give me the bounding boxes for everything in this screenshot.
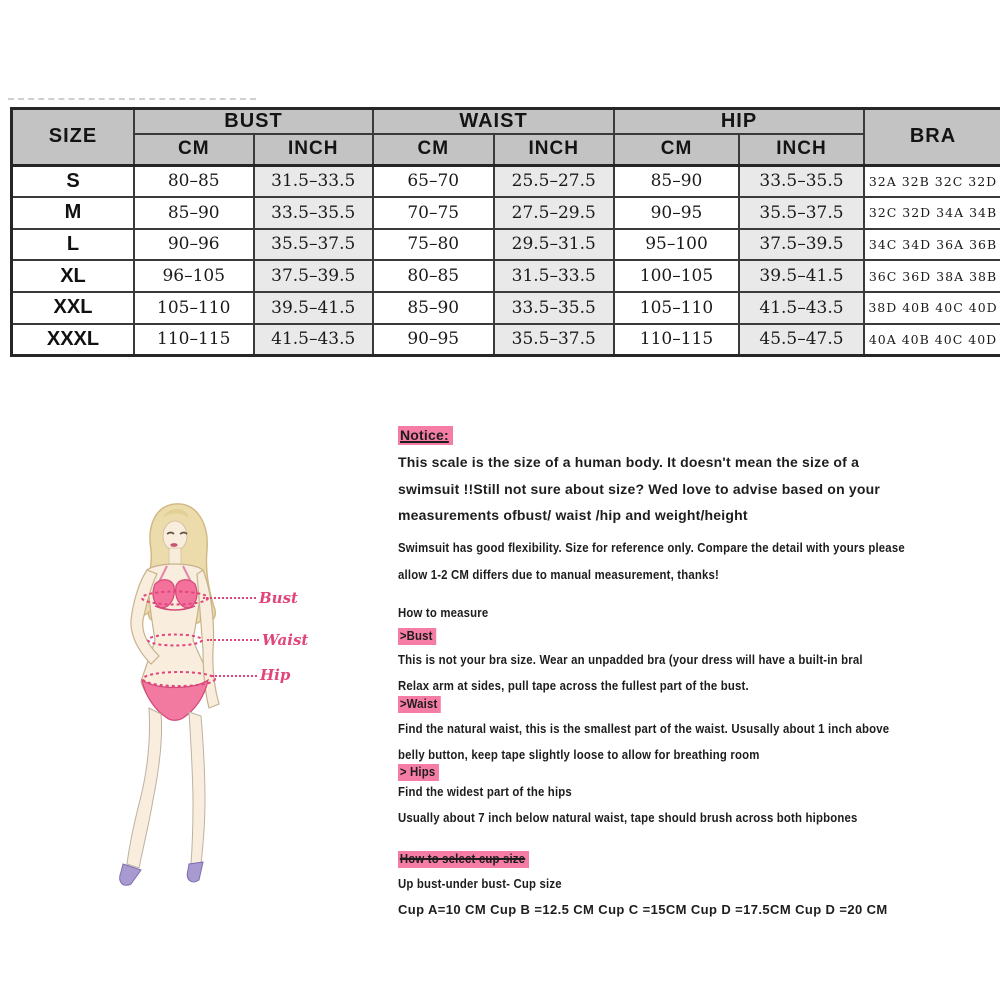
hip-connector-line xyxy=(212,675,257,677)
table-row xyxy=(12,197,1000,229)
hip-inch-value: 41.5–43.5 xyxy=(739,292,864,324)
header-waist-inch: INCH xyxy=(494,134,615,165)
table-row xyxy=(12,229,1000,261)
hip-cm-value: 90–95 xyxy=(614,197,739,229)
size-value: XL xyxy=(12,260,135,292)
bust-inch-value: 37.5–39.5 xyxy=(254,260,374,292)
table-row xyxy=(12,292,1000,324)
waist-cm-value: 65–70 xyxy=(373,165,494,197)
waist-line: belly button, keep tape slightly loose to allow for breathing room xyxy=(398,748,760,762)
header-waist: WAIST xyxy=(373,109,614,135)
header-waist-cm: CM xyxy=(373,134,494,165)
waist-heading-highlight: >Waist xyxy=(398,696,441,713)
notice-heading-highlight: Notice: xyxy=(398,426,453,445)
bust-cm-value: 110–115 xyxy=(134,324,254,356)
waist-connector-line xyxy=(207,639,259,641)
header-bust-inch: INCH xyxy=(254,134,374,165)
waist-cm-value: 85–90 xyxy=(373,292,494,324)
bra-value: 36C 36D 38A 38B xyxy=(864,260,1000,292)
notice-line: swimsuit !!Still not sure about size? Wed love to advise based on your xyxy=(398,481,881,497)
bust-cm-value: 85–90 xyxy=(134,197,254,229)
hip-cm-value: 95–100 xyxy=(614,229,739,261)
bust-heading-highlight: >Bust xyxy=(398,628,436,645)
size-value: L xyxy=(12,229,135,261)
waist-cm-value: 70–75 xyxy=(373,197,494,229)
bust-inch-value: 35.5–37.5 xyxy=(254,229,374,261)
cup-size-line: Up bust-under bust- Cup size xyxy=(398,877,562,891)
how-to-measure-title: How to measure xyxy=(398,606,489,620)
notice-heading xyxy=(398,427,453,443)
flexibility-line: Swimsuit has good flexibility. Size for reference only. Compare the detail with yours please xyxy=(398,541,905,555)
bust-inch-value: 33.5–35.5 xyxy=(254,197,374,229)
waist-heading xyxy=(398,697,441,711)
hips-line: Find the widest part of the hips xyxy=(398,785,572,799)
hip-cm-value: 105–110 xyxy=(614,292,739,324)
cup-size-line: Cup A=10 CM Cup B =12.5 CM Cup C =15CM Cup D =17.5CM Cup D =20 CM xyxy=(398,902,888,917)
woman-sketch-drawing xyxy=(95,498,335,898)
waist-inch-value: 29.5–31.5 xyxy=(494,229,615,261)
header-bra: BRA xyxy=(864,109,1000,166)
waist-cm-value: 90–95 xyxy=(373,324,494,356)
waist-inch-value: 31.5–33.5 xyxy=(494,260,615,292)
header-size: SIZE xyxy=(12,109,135,166)
cup-size-heading-highlight: How to select cup size xyxy=(398,851,529,868)
bra-value: 32C 32D 34A 34B xyxy=(864,197,1000,229)
waist-line: Find the natural waist, this is the smallest part of the waist. Ususally about 1 inch above xyxy=(398,722,890,736)
dashed-line-decoration xyxy=(8,98,256,100)
table-header-row xyxy=(12,109,1000,135)
size-value: M xyxy=(12,197,135,229)
size-value: S xyxy=(12,165,135,197)
hip-cm-value: 85–90 xyxy=(614,165,739,197)
size-value: XXXL xyxy=(12,324,135,356)
hips-heading-highlight: > Hips xyxy=(398,764,439,781)
bust-inch-value: 41.5–43.5 xyxy=(254,324,374,356)
flexibility-line: allow 1-2 CM differs due to manual measurement, thanks! xyxy=(398,568,720,582)
bust-inch-value: 31.5–33.5 xyxy=(254,165,374,197)
bra-value: 34C 34D 36A 36B xyxy=(864,229,1000,261)
notice-line: measurements ofbust/ waist /hip and weight/height xyxy=(398,507,748,523)
waist-cm-value: 75–80 xyxy=(373,229,494,261)
bust-connector-line xyxy=(203,597,256,599)
hip-inch-value: 33.5–35.5 xyxy=(739,165,864,197)
table-row xyxy=(12,260,1000,292)
bust-line: This is not your bra size. Wear an unpadded bra (your dress will have a built-in bral xyxy=(398,653,863,667)
waist-cm-value: 80–85 xyxy=(373,260,494,292)
hip-inch-value: 35.5–37.5 xyxy=(739,197,864,229)
table-subheader-row xyxy=(12,134,1000,165)
bra-value: 38D 40B 40C 40D xyxy=(864,292,1000,324)
notice-line: This scale is the size of a human body. It doesn't mean the size of a xyxy=(398,454,860,470)
hip-inch-value: 39.5–41.5 xyxy=(739,260,864,292)
bust-cm-value: 80–85 xyxy=(134,165,254,197)
table-row xyxy=(12,165,1000,197)
header-bust-cm: CM xyxy=(134,134,254,165)
size-chart-table xyxy=(10,107,1000,357)
bust-heading xyxy=(398,629,436,643)
hip-cm-value: 110–115 xyxy=(614,324,739,356)
header-hip-cm: CM xyxy=(614,134,739,165)
bra-value: 40A 40B 40C 40D xyxy=(864,324,1000,356)
waist-inch-value: 25.5–27.5 xyxy=(494,165,615,197)
header-hip-inch: INCH xyxy=(739,134,864,165)
hip-label: Hip xyxy=(260,666,291,684)
bust-cm-value: 105–110 xyxy=(134,292,254,324)
bust-label: Bust xyxy=(259,589,298,607)
hip-inch-value: 45.5–47.5 xyxy=(739,324,864,356)
hips-heading xyxy=(398,765,439,779)
cup-size-heading xyxy=(398,852,529,866)
hips-line: Usually about 7 inch below natural waist, tape should brush across both hipbones xyxy=(398,811,858,825)
bra-value: 32A 32B 32C 32D xyxy=(864,165,1000,197)
header-hip: HIP xyxy=(614,109,864,135)
waist-inch-value: 35.5–37.5 xyxy=(494,324,615,356)
hip-cm-value: 100–105 xyxy=(614,260,739,292)
header-bust: BUST xyxy=(134,109,373,135)
hip-inch-value: 37.5–39.5 xyxy=(739,229,864,261)
bust-line: Relax arm at sides, pull tape across the fullest part of the bust. xyxy=(398,679,749,693)
bust-inch-value: 39.5–41.5 xyxy=(254,292,374,324)
bust-cm-value: 96–105 xyxy=(134,260,254,292)
waist-label: Waist xyxy=(262,631,309,649)
size-value: XXL xyxy=(12,292,135,324)
table-row xyxy=(12,324,1000,356)
waist-inch-value: 27.5–29.5 xyxy=(494,197,615,229)
measurement-figure-illustration xyxy=(95,498,335,898)
bust-cm-value: 90–96 xyxy=(134,229,254,261)
waist-inch-value: 33.5–35.5 xyxy=(494,292,615,324)
